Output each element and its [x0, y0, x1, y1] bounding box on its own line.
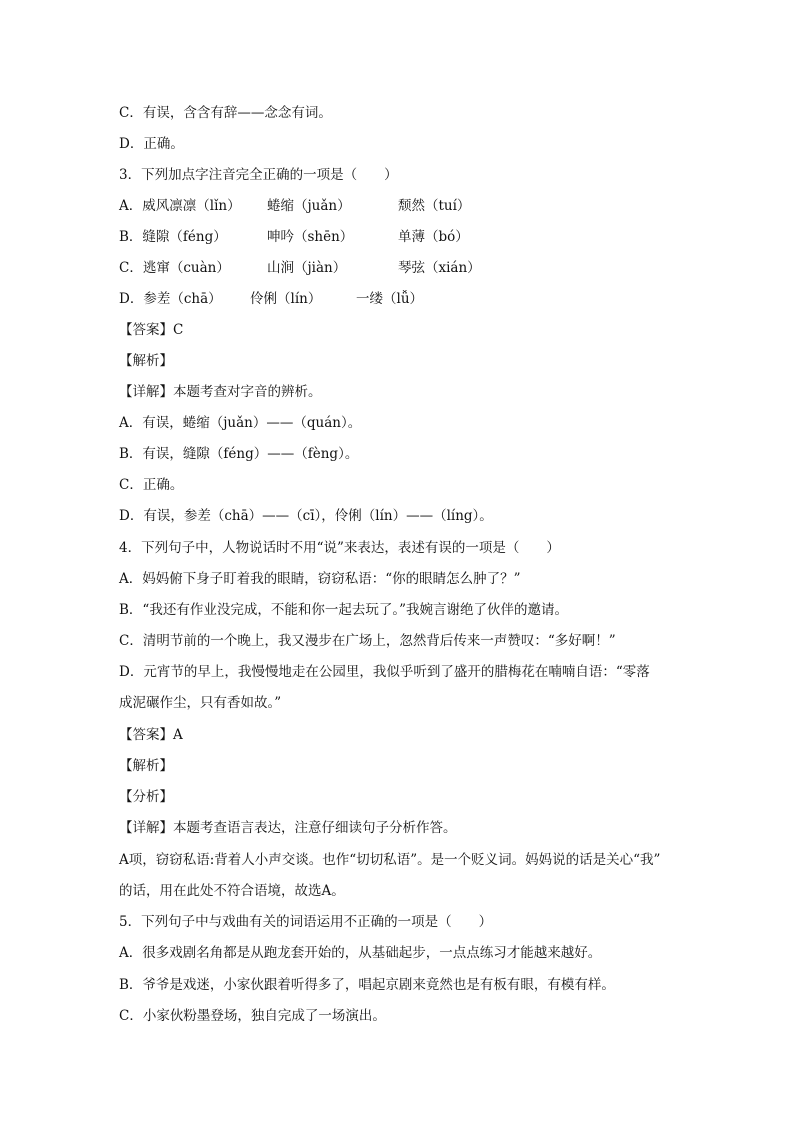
option-part: C．逃窜（cuàn）	[119, 260, 230, 276]
text-line: C．正确。	[119, 477, 184, 493]
text-line: A．有误，蜷缩（juǎn）——（quán）。	[119, 415, 362, 431]
question-3-stem: 3．下列加点字注音完全正确的一项是（ ）	[119, 167, 398, 183]
option-part: 伶俐（lín）	[250, 291, 322, 307]
text-line: D．有误，参差（chā）——（cī），伶俐（lín）——（líng）。	[119, 508, 493, 524]
question-4-option-a: A．妈妈俯下身子盯着我的眼睛，窃窃私语：“你的眼睛怎么肿了？”	[119, 571, 521, 587]
option-part: 单薄（bó）	[398, 229, 469, 245]
text-line: A项，窃窃私语:背着人小声交谈。也作“切切私语”。是一个贬义词。妈妈说的话是关心“我”	[119, 852, 661, 868]
option-part: D．参差（chā）	[119, 291, 222, 307]
option-part: 颓然（tuí）	[398, 198, 471, 214]
question-4-option-c: C．清明节前的一个晚上，我又漫步在广场上，忽然背后传来一声赞叹：“多好啊！”	[119, 633, 616, 649]
option-part: 山涧（jiàn）	[267, 260, 347, 276]
analysis-label: 【解析】	[119, 758, 173, 774]
option-part: 呻吟（shēn）	[267, 229, 354, 245]
analysis-label: 【解析】	[119, 353, 173, 369]
detail-explanation: 【详解】本题考查对字音的辨析。	[119, 384, 322, 400]
question-5-option-a: A．很多戏剧名角都是从跑龙套开始的，从基础起步，一点点练习才能越来越好。	[119, 945, 602, 961]
option-part: 蜷缩（juǎn）	[267, 198, 351, 214]
question-5-option-b: B．爷爷是戏迷，小家伙跟着听得多了，唱起京剧来竟然也是有板有眼，有模有样。	[119, 977, 615, 993]
question-4-option-d: D．元宵节的早上，我慢慢地走在公园里，我似乎听到了盛开的腊梅花在喃喃自语：“零落	[119, 664, 650, 680]
text-line: B．有误，缝隙（féng）——（fèng）。	[119, 446, 359, 462]
question-4-option-d-cont: 成泥碾作尘，只有香如故。”	[119, 695, 282, 711]
question-4-stem: 4．下列句子中，人物说话时不用“说”来表达，表述有误的一项是（ ）	[119, 540, 560, 556]
answer-label: 【答案】A	[119, 727, 183, 743]
question-3-option-d	[119, 290, 423, 308]
analysis-sub-label: 【分析】	[119, 789, 173, 805]
question-3-option-b	[119, 228, 469, 246]
question-3-option-c	[119, 259, 481, 277]
question-4-option-b: B．“我还有作业没完成，不能和你一起去玩了。”我婉言谢绝了伙伴的邀请。	[119, 602, 568, 618]
option-part: 琴弦（xián）	[398, 260, 481, 276]
question-5-option-c: C．小家伙粉墨登场，独自完成了一场演出。	[119, 1008, 386, 1024]
question-5-stem: 5．下列句子中与戏曲有关的词语运用不正确的一项是（ ）	[119, 914, 493, 930]
question-3-option-a	[119, 197, 470, 215]
detail-explanation: 【详解】本题考查语言表达，注意仔细读句子分析作答。	[119, 820, 457, 836]
option-part: B．缝隙（féng）	[119, 229, 227, 245]
option-part: A．威风凛凛（lǐn）	[119, 198, 241, 214]
text-line: C．有误，含含有辞——念念有词。	[119, 105, 332, 121]
answer-label: 【答案】C	[119, 322, 184, 338]
option-part: 一缕（lǚ）	[356, 291, 424, 307]
text-line: 的话，用在此处不符合语境，故选A。	[119, 883, 345, 899]
text-line: D．正确。	[119, 136, 184, 152]
